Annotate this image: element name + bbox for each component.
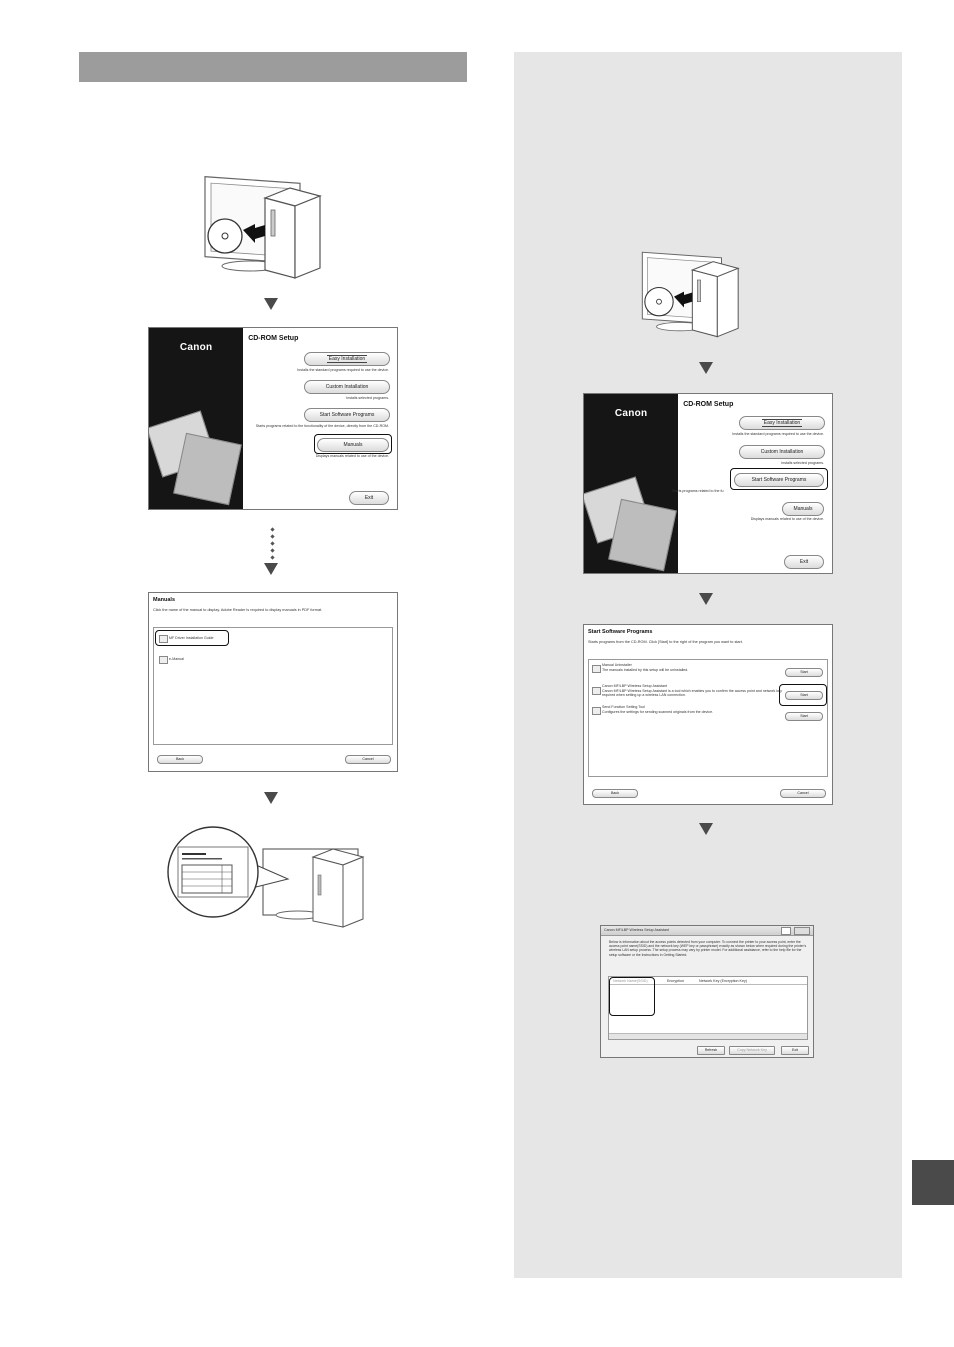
cdrom-sidebar-image bbox=[149, 328, 243, 509]
refresh-button[interactable]: Refresh bbox=[697, 1046, 725, 1055]
start-software-button[interactable]: Start Software Programs bbox=[304, 408, 390, 422]
step-arrow bbox=[264, 298, 278, 310]
manual-item-driver-guide[interactable]: MF Driver Installation Guide bbox=[169, 636, 214, 640]
back-button[interactable]: Back bbox=[157, 755, 203, 764]
cdrom-setup-screen bbox=[148, 327, 398, 510]
manuals-highlight bbox=[314, 434, 392, 454]
custom-installation-button[interactable]: Custom Installation bbox=[739, 445, 825, 459]
program-desc: Configures the settings for sending scanned originals from the device. bbox=[602, 710, 714, 714]
page-tab bbox=[912, 1160, 954, 1205]
manuals-button[interactable]: Manuals bbox=[317, 438, 389, 452]
easy-installation-button[interactable]: Easy Installation bbox=[304, 352, 390, 366]
manuals-subtitle: Click the name of the manual to display. Adobe Reader is required to display manuals in PDF format. bbox=[153, 608, 323, 612]
canon-logo: Canon bbox=[614, 408, 648, 420]
manuals-desc: Displays manuals related to use of the device. bbox=[750, 517, 824, 521]
custom-installation-button[interactable]: Custom Installation bbox=[304, 380, 390, 394]
wireless-icon bbox=[592, 687, 601, 695]
start-software-desc: Starts programs related to the functionality of the device, directly from the CD-ROM. bbox=[255, 424, 389, 428]
wsa-title: Canon MF/LBP Wireless Setup Assistant bbox=[604, 928, 670, 932]
software-programs-screen bbox=[583, 624, 833, 805]
custom-installation-desc: Installs selected programs. bbox=[346, 396, 389, 400]
software-title: Start Software Programs bbox=[588, 629, 653, 635]
wsa-titlebar bbox=[601, 926, 813, 936]
driver-guide-highlight bbox=[155, 630, 229, 646]
start-software-button[interactable]: Start Software Programs bbox=[734, 473, 824, 487]
document-icon bbox=[159, 656, 168, 664]
computer-magnified-manual-illustration bbox=[168, 827, 388, 937]
computer-cd-illustration bbox=[634, 245, 784, 340]
cdrom-setup-screen-2 bbox=[583, 393, 833, 574]
start-button[interactable]: Start bbox=[785, 712, 823, 721]
cancel-button[interactable]: Cancel bbox=[780, 789, 826, 798]
cdrom-sidebar-image bbox=[584, 394, 678, 573]
step-arrow bbox=[699, 593, 713, 605]
dotted-connector bbox=[270, 527, 274, 531]
start-software-highlight bbox=[730, 468, 828, 490]
cdrom-title: CD-ROM Setup bbox=[683, 401, 734, 409]
step-arrow bbox=[699, 362, 713, 374]
start-button[interactable]: Start bbox=[785, 668, 823, 677]
horizontal-scrollbar[interactable] bbox=[609, 1033, 807, 1039]
program-name: Canon MF/LBP Wireless Setup Assistant bbox=[602, 684, 668, 688]
program-desc: Canon MF/LBP Wireless Setup Assistant is a tool which enables you to confirm the access point and network key required when setting up a wireless LAN connection. bbox=[602, 689, 782, 698]
exit-button[interactable]: Exit bbox=[781, 1046, 809, 1055]
easy-installation-desc: Installs the standard programs required to use the device. bbox=[732, 432, 824, 436]
col-encryption: Encryption bbox=[667, 979, 684, 983]
exit-button[interactable]: Exit bbox=[784, 555, 824, 569]
close-button[interactable] bbox=[794, 927, 810, 935]
easy-installation-desc: Installs the standard programs required to use the device. bbox=[297, 368, 389, 372]
canon-logo: Canon bbox=[179, 342, 213, 354]
start-button[interactable]: Start bbox=[785, 691, 823, 700]
start-software-desc: Starts programs related to the fu bbox=[672, 489, 724, 493]
wsa-body: Below is information about the access points detected from your computer. To connect the printer to your access point, enter the access point name(SSID) and the network key (WEP key or passphrase) exactly as shown below when required during the printer's wireless LAN setup process. The setup process may vary by printer model. For additional assistance, refer to the help file for the setup software or the Instructions in Getting Started. bbox=[609, 940, 807, 957]
col-ssid: Network Name(SSID) bbox=[613, 979, 648, 983]
manuals-button[interactable]: Manuals bbox=[782, 502, 824, 516]
dotted-connector bbox=[270, 534, 274, 538]
manuals-desc: Displays manuals related to use of the device. bbox=[315, 454, 389, 458]
dotted-connector bbox=[270, 541, 274, 545]
dotted-connector bbox=[270, 555, 274, 559]
uninstaller-icon bbox=[592, 665, 601, 673]
step-arrow bbox=[264, 792, 278, 804]
minimize-button[interactable] bbox=[781, 927, 791, 935]
custom-installation-desc: Installs selected programs. bbox=[781, 461, 824, 465]
section-header-bar bbox=[79, 52, 467, 82]
manual-item-emanual[interactable]: e-Manual bbox=[169, 657, 184, 661]
send-tool-icon bbox=[592, 707, 601, 715]
start-button-highlight bbox=[779, 684, 827, 706]
copy-network-key-button[interactable]: Copy Network Key bbox=[729, 1046, 775, 1055]
manuals-title: Manuals bbox=[153, 597, 176, 603]
back-button[interactable]: Back bbox=[592, 789, 638, 798]
program-name: Manual Uninstaller bbox=[602, 663, 632, 667]
software-subtitle: Starts programs from the CD-ROM. Click [Start] to the right of the program you want to start. bbox=[588, 640, 743, 644]
software-list bbox=[588, 659, 828, 777]
exit-button[interactable]: Exit bbox=[349, 491, 389, 505]
dotted-connector bbox=[270, 548, 274, 552]
col-key: Network Key (Encryption Key) bbox=[699, 979, 747, 983]
step-arrow bbox=[264, 563, 278, 575]
wireless-setup-assistant-window bbox=[600, 925, 814, 1058]
cancel-button[interactable]: Cancel bbox=[345, 755, 391, 764]
easy-installation-button[interactable]: Easy Installation bbox=[739, 416, 825, 430]
program-name: Send Function Setting Tool bbox=[602, 705, 645, 709]
cdrom-title: CD-ROM Setup bbox=[248, 335, 299, 343]
step-arrow bbox=[699, 823, 713, 835]
ssid-highlight bbox=[609, 977, 655, 1016]
manuals-screen bbox=[148, 592, 398, 772]
computer-cd-illustration bbox=[195, 170, 375, 280]
program-desc: The manuals installed by this setup will be uninstalled. bbox=[602, 668, 689, 672]
access-point-table bbox=[608, 976, 808, 1040]
manuals-list bbox=[153, 627, 393, 745]
